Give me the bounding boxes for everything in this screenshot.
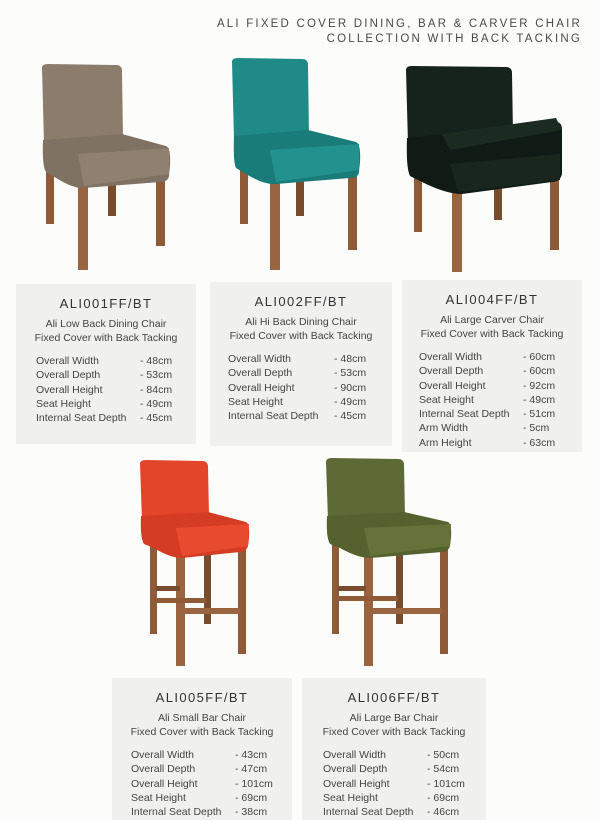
spec-row [131, 762, 292, 776]
spec-value: - 84cm [140, 383, 173, 396]
product-name: Ali Large Carver Chair [440, 314, 544, 326]
spec-label: Overall Height [131, 777, 198, 790]
spec-value: - 54cm [427, 763, 460, 776]
spec-label: Seat Height [131, 791, 186, 804]
spec-row [228, 366, 392, 380]
spec-label: Overall Depth [323, 763, 388, 776]
spec-value: - 49cm [523, 393, 556, 406]
spec-list [131, 748, 292, 819]
product-subtitle: Fixed Cover with Back Tacking [420, 328, 564, 340]
product-description [210, 315, 392, 343]
spec-value: - 60cm [523, 365, 556, 378]
spec-value: - 45cm [334, 410, 367, 423]
spec-label: Overall Width [419, 351, 483, 363]
small-bar-chair-image [136, 458, 258, 670]
spec-list [228, 352, 392, 423]
spec-value: - 53cm [334, 367, 367, 380]
product-name: Ali Small Bar Chair [157, 712, 247, 724]
spec-row [228, 381, 392, 395]
spec-label: Overall Height [36, 383, 103, 396]
spec-label: Overall Width [131, 749, 195, 761]
spec-value: - 92cm [523, 379, 556, 392]
spec-value: - 5cm [523, 422, 550, 435]
spec-list [36, 354, 196, 425]
spec-label: Arm Width [419, 422, 469, 435]
spec-row [419, 379, 582, 393]
spec-row [419, 350, 582, 364]
product-name: Ali Large Bar Chair [349, 712, 439, 724]
spec-list [323, 748, 486, 819]
header-line-1: ALI FIXED COVER DINING, BAR & CARVER CHAIR [216, 18, 582, 30]
product-code: ALI001FF/BT [59, 296, 153, 311]
spec-label: Arm Height [419, 436, 472, 449]
product-description [402, 313, 582, 341]
spec-label: Overall Depth [228, 367, 293, 380]
spec-label: Overall Depth [36, 369, 101, 382]
spec-label: Overall Depth [131, 763, 196, 776]
spec-label: Internal Seat Depth [419, 408, 510, 421]
spec-row [419, 436, 582, 450]
spec-row [131, 777, 292, 791]
spec-value: - 53cm [140, 369, 173, 382]
product-name: Ali Hi Back Dining Chair [245, 316, 357, 328]
product-card-ali002 [210, 282, 392, 446]
spec-label: Overall Width [228, 353, 292, 365]
spec-row [228, 409, 392, 423]
spec-label: Seat Height [36, 397, 91, 410]
spec-row [131, 805, 292, 819]
spec-row [419, 393, 582, 407]
spec-value: - 38cm [235, 806, 268, 819]
spec-row [419, 364, 582, 378]
spec-row [36, 411, 196, 425]
spec-value: - 47cm [235, 763, 268, 776]
hi-back-dining-chair-image [228, 56, 368, 274]
spec-label: Seat Height [323, 791, 378, 804]
spec-value: - 63cm [523, 436, 556, 449]
spec-value: - 48cm [334, 353, 367, 365]
spec-label: Overall Height [228, 381, 295, 394]
spec-row [36, 368, 196, 382]
spec-label: Internal Seat Depth [228, 410, 319, 423]
product-card-ali001 [16, 284, 196, 444]
product-description [16, 317, 196, 345]
product-card-ali005 [112, 678, 292, 820]
product-code: ALI006FF/BT [347, 690, 441, 705]
spec-row [36, 397, 196, 411]
spec-label: Internal Seat Depth [36, 412, 127, 425]
product-subtitle: Fixed Cover with Back Tacking [34, 332, 178, 344]
spec-row [36, 383, 196, 397]
spec-value: - 69cm [235, 791, 268, 804]
low-back-dining-chair-image [38, 62, 178, 274]
spec-list [419, 350, 582, 450]
product-code: ALI002FF/BT [254, 294, 348, 309]
spec-row [228, 352, 392, 366]
spec-row [228, 395, 392, 409]
spec-label: Overall Height [419, 379, 486, 392]
spec-row [323, 777, 486, 791]
page-header [217, 17, 582, 47]
spec-value: - 50cm [427, 749, 460, 761]
spec-label: Seat Height [228, 395, 283, 408]
large-bar-chair-image [322, 456, 460, 670]
spec-row [36, 354, 196, 368]
spec-value: - 49cm [140, 397, 173, 410]
spec-value: - 46cm [427, 806, 460, 819]
spec-label: Overall Width [36, 355, 100, 367]
spec-value: - 49cm [334, 395, 367, 408]
spec-value: - 101cm [235, 777, 273, 790]
header-line-2: COLLECTION WITH BACK TACKING [326, 33, 582, 45]
spec-value: - 43cm [235, 749, 268, 761]
spec-label: Internal Seat Depth [323, 806, 414, 819]
spec-row [323, 791, 486, 805]
large-carver-chair-image [402, 64, 568, 276]
product-subtitle: Fixed Cover with Back Tacking [229, 330, 373, 342]
spec-row [131, 748, 292, 762]
spec-value: - 90cm [334, 381, 367, 394]
spec-row [131, 791, 292, 805]
spec-label: Seat Height [419, 393, 474, 406]
spec-row [323, 748, 486, 762]
product-name: Ali Low Back Dining Chair [45, 318, 167, 330]
product-subtitle: Fixed Cover with Back Tacking [130, 726, 274, 738]
spec-value: - 101cm [427, 777, 465, 790]
spec-value: - 60cm [523, 351, 556, 363]
spec-label: Overall Height [323, 777, 390, 790]
product-description [302, 711, 486, 739]
spec-value: - 51cm [523, 408, 556, 421]
product-card-ali006 [302, 678, 486, 820]
spec-row [323, 762, 486, 776]
spec-row [419, 407, 582, 421]
spec-value: - 48cm [140, 355, 173, 367]
spec-label: Internal Seat Depth [131, 806, 222, 819]
product-code: ALI005FF/BT [155, 690, 249, 705]
spec-label: Overall Depth [419, 365, 484, 378]
spec-row [419, 421, 582, 435]
product-subtitle: Fixed Cover with Back Tacking [322, 726, 466, 738]
spec-row [323, 805, 486, 819]
product-code: ALI004FF/BT [445, 292, 539, 307]
product-card-ali004 [402, 280, 582, 452]
spec-label: Overall Width [323, 749, 387, 761]
spec-value: - 45cm [140, 412, 173, 425]
spec-value: - 69cm [427, 791, 460, 804]
product-description [112, 711, 292, 739]
